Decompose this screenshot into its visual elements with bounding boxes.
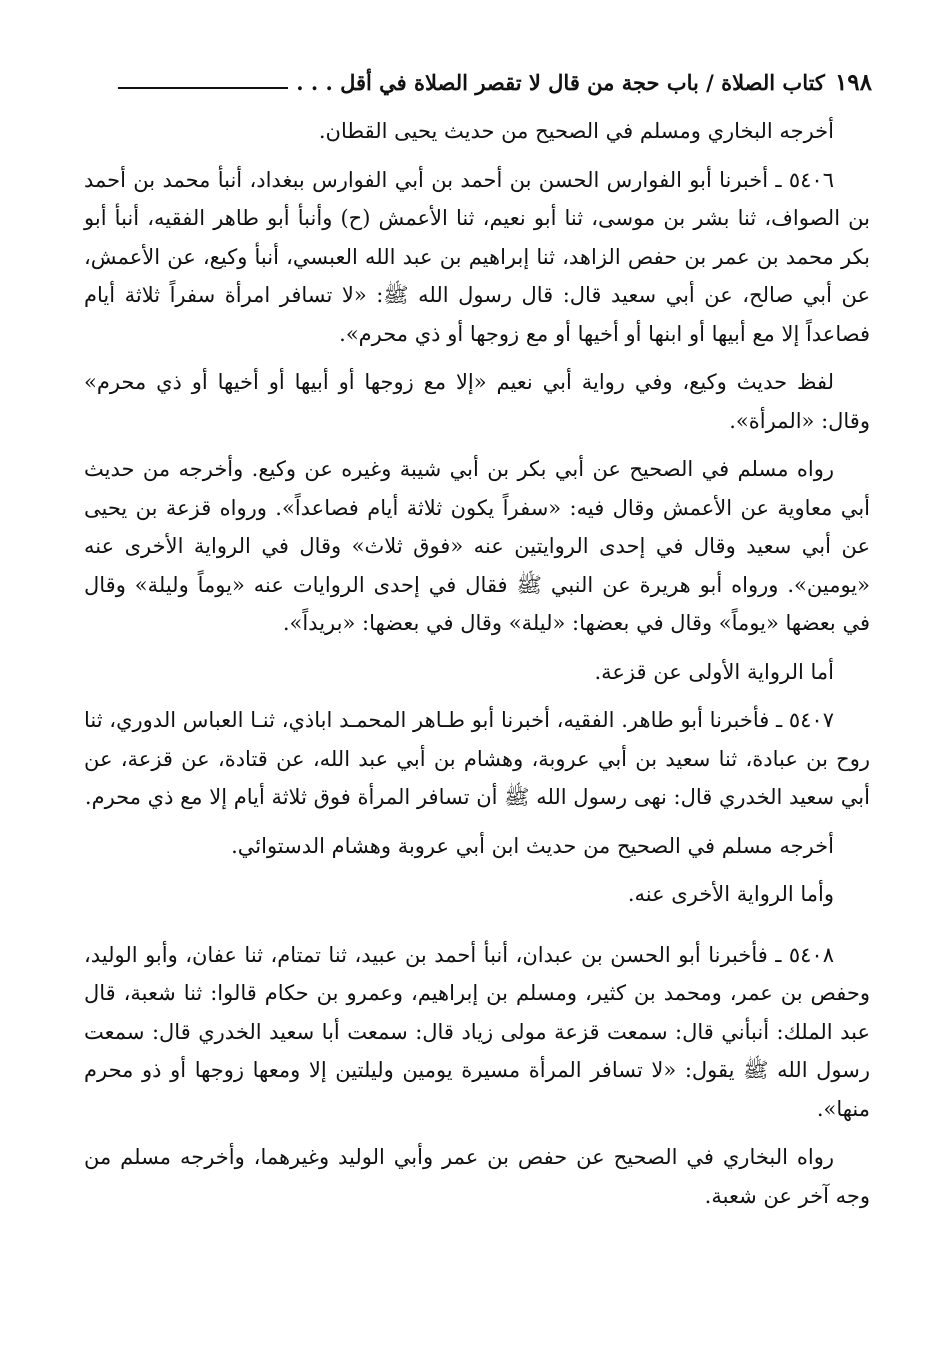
chapter-title: كتاب الصلاة / باب حجة من قال لا تقصر الصلاة في أقل . . . [296, 69, 825, 95]
paragraph: لفظ حديث وكيع، وفي رواية أبي نعيم «إلا مع زوجها أو أبيها أو أخيها أو ذي محرم» وقال: «المرأة». [84, 370, 870, 433]
paragraph: أخرجه البخاري ومسلم في الصحيح من حديث يحيى القطان. [318, 119, 834, 143]
page-body [84, 112, 870, 1225]
hadith-5408: ٥٤٠٨ ـ فأخبرنا أبو الحسن بن عبدان، أنبأ أحمد بن عبيد، ثنا تمتام، ثنا عفان، وأبو الوليد، وحفص بن عمر، ومحمد بن كثير، ومسلم بن إبراهيم، وعمرو بن حكام قالوا: ثنا شعبة، قال عبد الملك: أنبأني قال: سمعت قزعة مولى زياد قال: سمعت أبا سعيد الخدري قال: سمعت رسول الله ﷺ يقول: «لا تسافر المرأة مسيرة يومين وليلتين إلا ومعها زوجها أو ذو محرم منها». [84, 942, 870, 1121]
page-number: ١٩٨ [834, 68, 872, 96]
paragraph: وأما الرواية الأخرى عنه. [627, 882, 834, 906]
hadith-5406: ٥٤٠٦ ـ أخبرنا أبو الفوارس الحسن بن أحمد بن أبي الفوارس ببغداد، أنبأ محمد بن أحمد بن الصواف، ثنا بشر بن موسى، ثنا أبو نعيم، ثنا الأعمش (ح) وأنبأ أبو طاهر الفقيه، أنبأ أبو بكر محمد بن عمر بن حفص الزاهد، ثنا إبراهيم بن عبد الله العبسي، أنبأ وكيع، عن الأعمش، عن أبي صالح، عن أبي سعيد قال: قال رسول الله ﷺ: «لا تسافر امرأة سفراً ثلاثة أيام فصاعداً إلا مع أبيها أو ابنها أو أخيها أو مع زوجها أو ذي محرم». [84, 167, 870, 346]
hadith-5407: ٥٤٠٧ ـ فأخبرنا أبو طاهر. الفقيه، أخبرنا أبو طـاهر المحمـد اباذي، ثنـا العباس الدوري، ثنا روح بن عبادة، ثنا سعيد بن أبي عروبة، وهشام بن أبي عبد الله، عن قتادة، عن قزعة، عن أبي سعيد الخدري قال: نهى رسول الله ﷺ أن تسافر المرأة فوق ثلاثة أيام إلا مع ذي محرم. [84, 708, 870, 809]
paragraph: أخرجه مسلم في الصحيح من حديث ابن أبي عروبة وهشام الدستوائي. [231, 833, 834, 858]
paragraph: رواه البخاري في الصحيح عن حفص بن عمر وأبي الوليد وغيرهما، وأخرجه مسلم من وجه آخر عن شعبة. [84, 1145, 870, 1208]
running-header [80, 62, 872, 102]
header-rule [118, 87, 288, 89]
paragraph: أما الرواية الأولى عن قزعة. [594, 659, 834, 684]
paragraph: رواه مسلم في الصحيح عن أبي بكر بن أبي شيبة وغيره عن وكيع. وأخرجه من حديث أبي معاوية عن الأعمش وقال فيه: «سفراً يكون ثلاثة أيام فصاعداً». ورواه قزعة بن يحيى عن أبي سعيد وقال في إحدى الروايتين عنه «فوق ثلاث» وقال في الرواية الأخرى عنه «يومين». ورواه أبو هريرة عن النبي ﷺ فقال في إحدى الروايات عنه «يوماً وليلة» وقال في بعضها «يوماً» وقال في بعضها: «ليلة» وقال في بعضها: «بريداً». [84, 457, 870, 635]
